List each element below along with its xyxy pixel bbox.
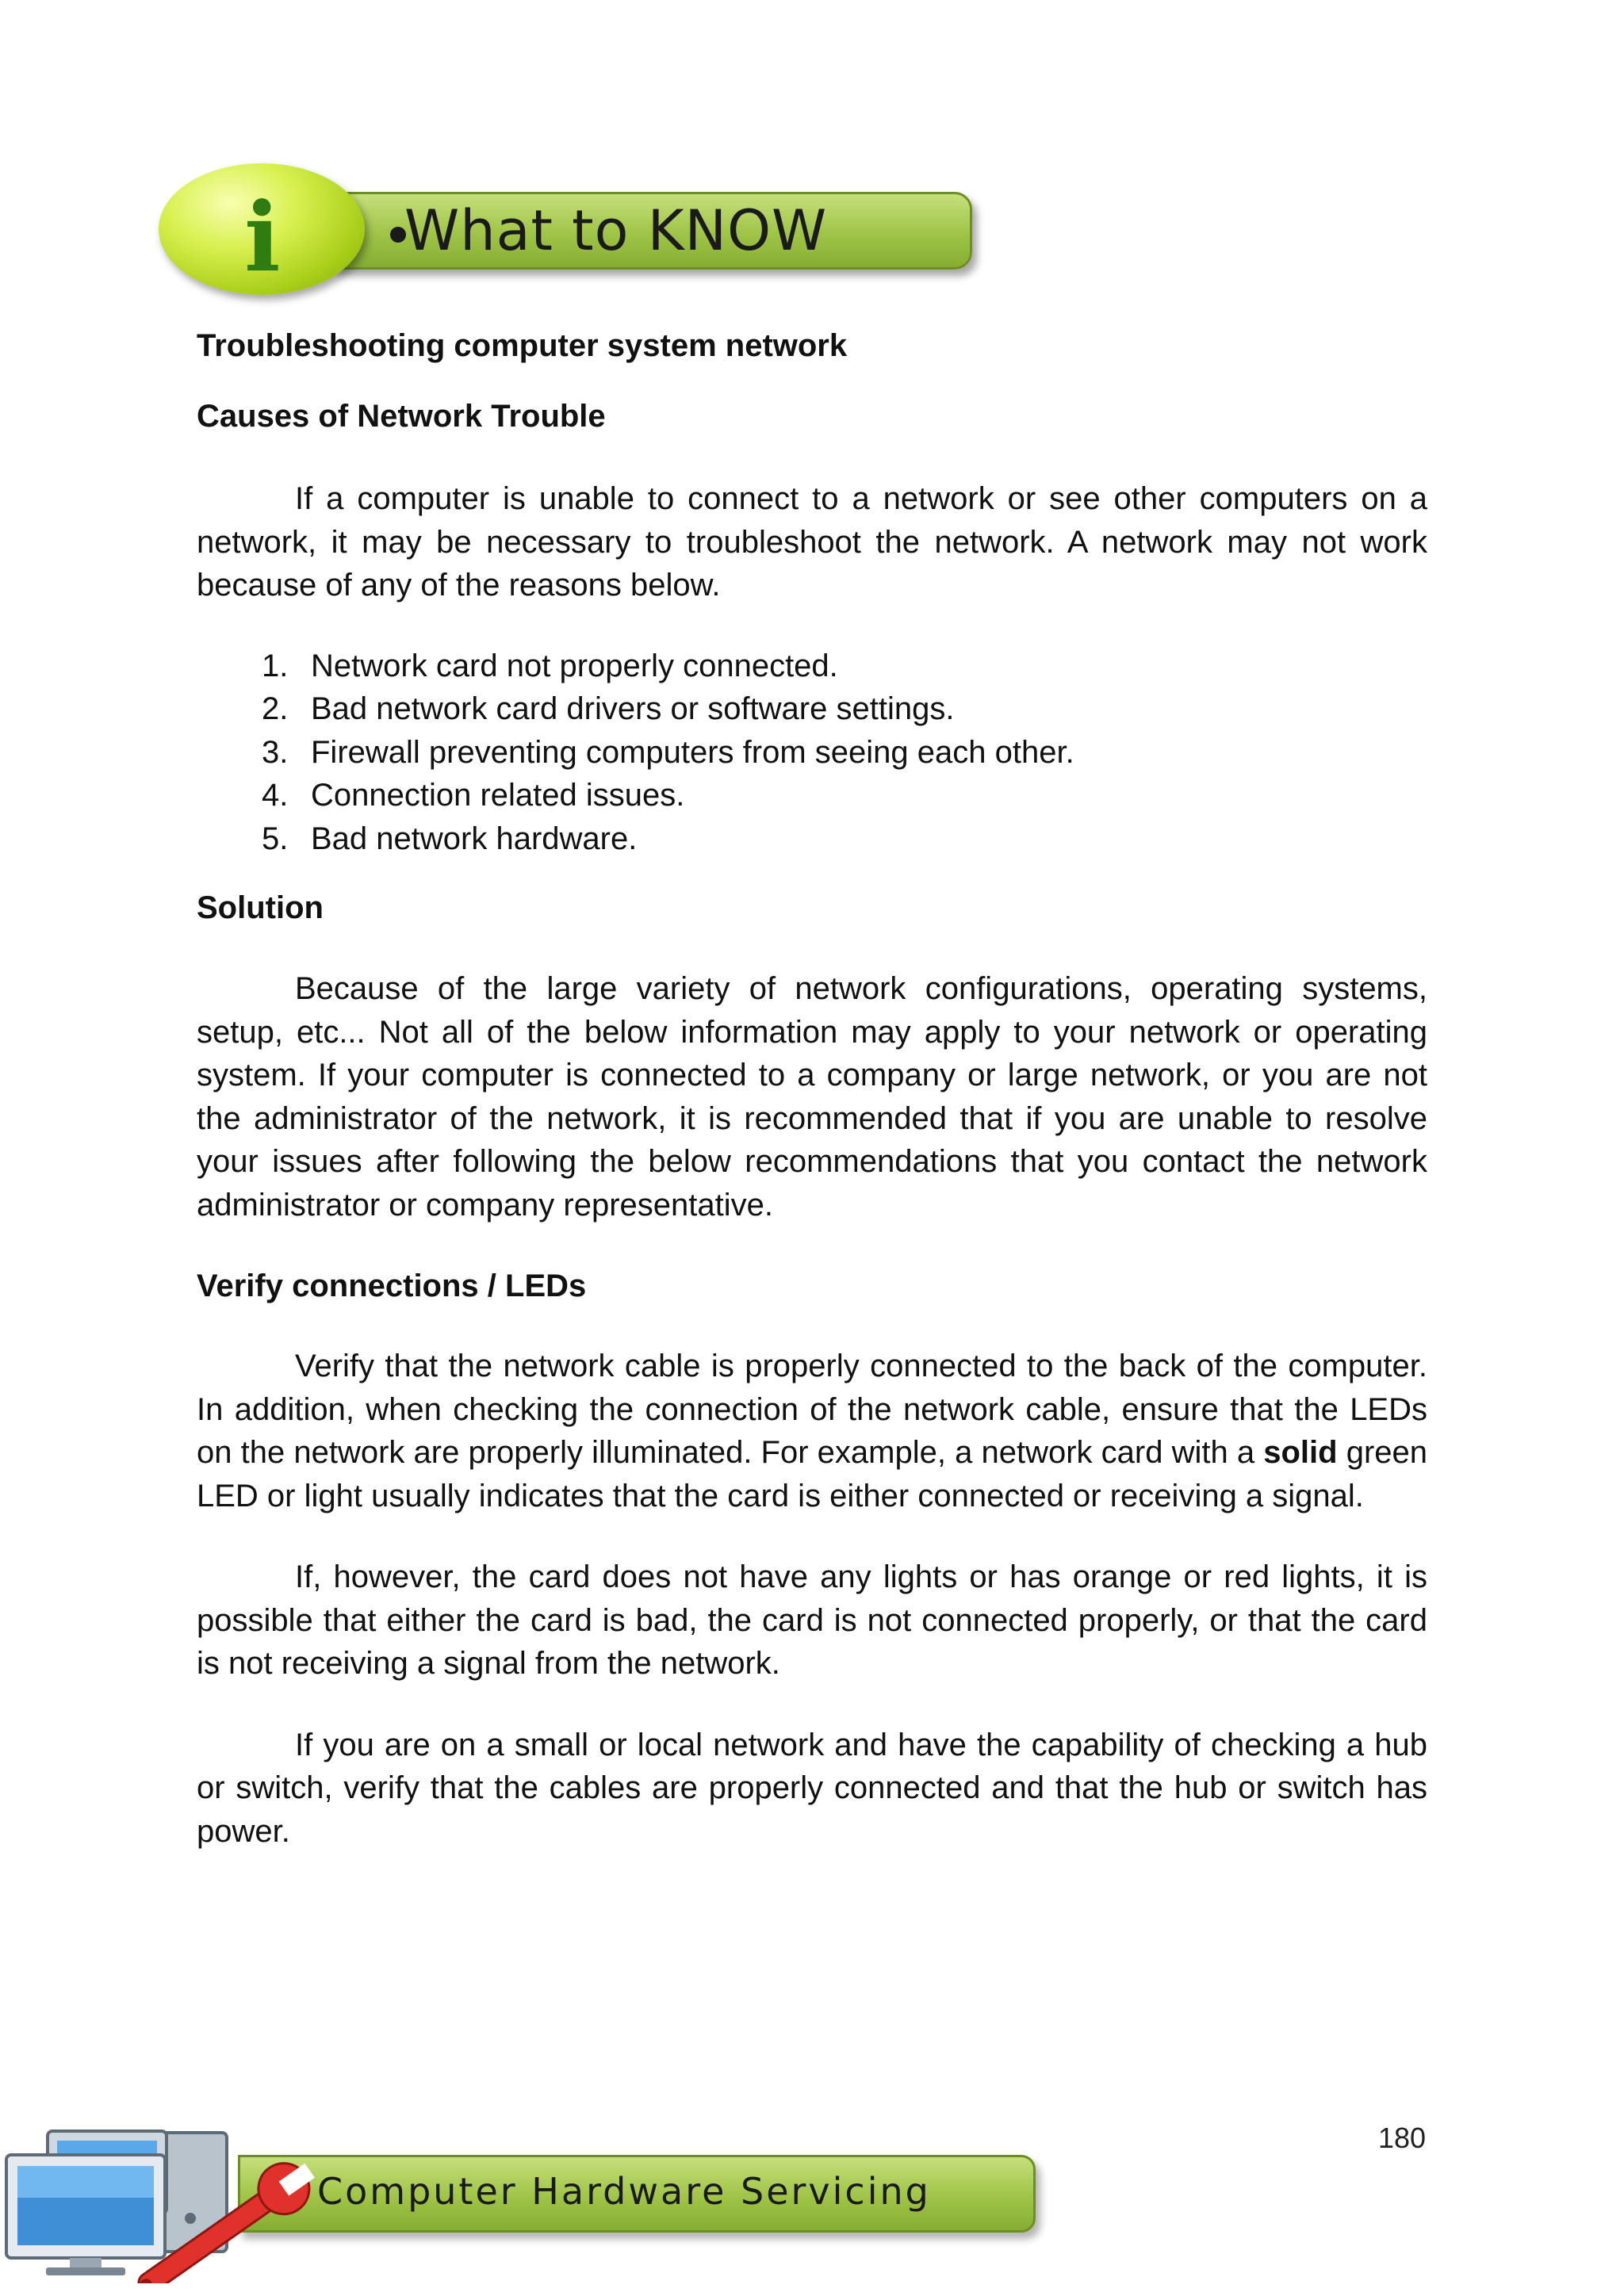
section-title: Troubleshooting computer system network [197,328,848,363]
list-item: 1. Network card not properly connected. [262,648,838,683]
page-content [197,323,1427,1853]
list-item: 2. Bad network card drivers or software settings. [262,691,955,726]
footer-banner [0,2125,1063,2283]
banner-title: What to KNOW [404,198,828,263]
bullet-dot [390,227,406,243]
verify-paragraph-1: Verify that the network cable is properly connected to the back of the computer. In addition, when checking the connection of the network cable, ensure that the LEDs on the network are properly illuminated. For example, a network card with a solid green LED or light usually indicates that the card is either connected or receiving a signal. [197,1349,1428,1513]
verify-paragraph-3: If you are on a small or local network and have the capability of checking a hub or switch, verify that the cables are properly connected and that the hub or switch has power. [197,1727,1427,1849]
computer-wrench-icon [0,2125,333,2283]
causes-list [197,645,1427,861]
solution-heading: Solution [197,890,324,925]
footer-title: Computer Hardware Servicing [317,2170,931,2213]
list-item: 5. Bad network hardware. [262,821,638,856]
verify-paragraph-2: If, however, the card does not have any lights or has orange or red lights, it is possible that either the card is bad, the card is not connected properly, or that the card is not receiving a signal from the network. [197,1559,1427,1681]
solution-text: Because of the large variety of network configurations, operating systems, setup, etc... Not all of the below information may apply to your network or operating system. If your computer is connected to a company or large network, or you are not the administrator of the network, it is recommended that if you are unable to resolve your issues after following the below recommendations that you contact the network administrator or company representative. [197,971,1427,1223]
info-glyph: i [244,182,281,293]
list-item: 3. Firewall preventing computers from seeing each other. [262,734,1074,770]
list-item: 4. Connection related issues. [262,778,685,813]
page-number: 180 [1378,2122,1427,2154]
bold-word: solid [1263,1435,1338,1470]
causes-intro: If a computer is unable to connect to a network or see other computers on a network, it may be necessary to troubleshoot the network. A network may not work because of any of the reasons below. [197,481,1427,603]
what-to-know-banner [159,159,983,301]
verify-heading: Verify connections / LEDs [197,1269,587,1303]
causes-heading: Causes of Network Trouble [197,399,606,434]
